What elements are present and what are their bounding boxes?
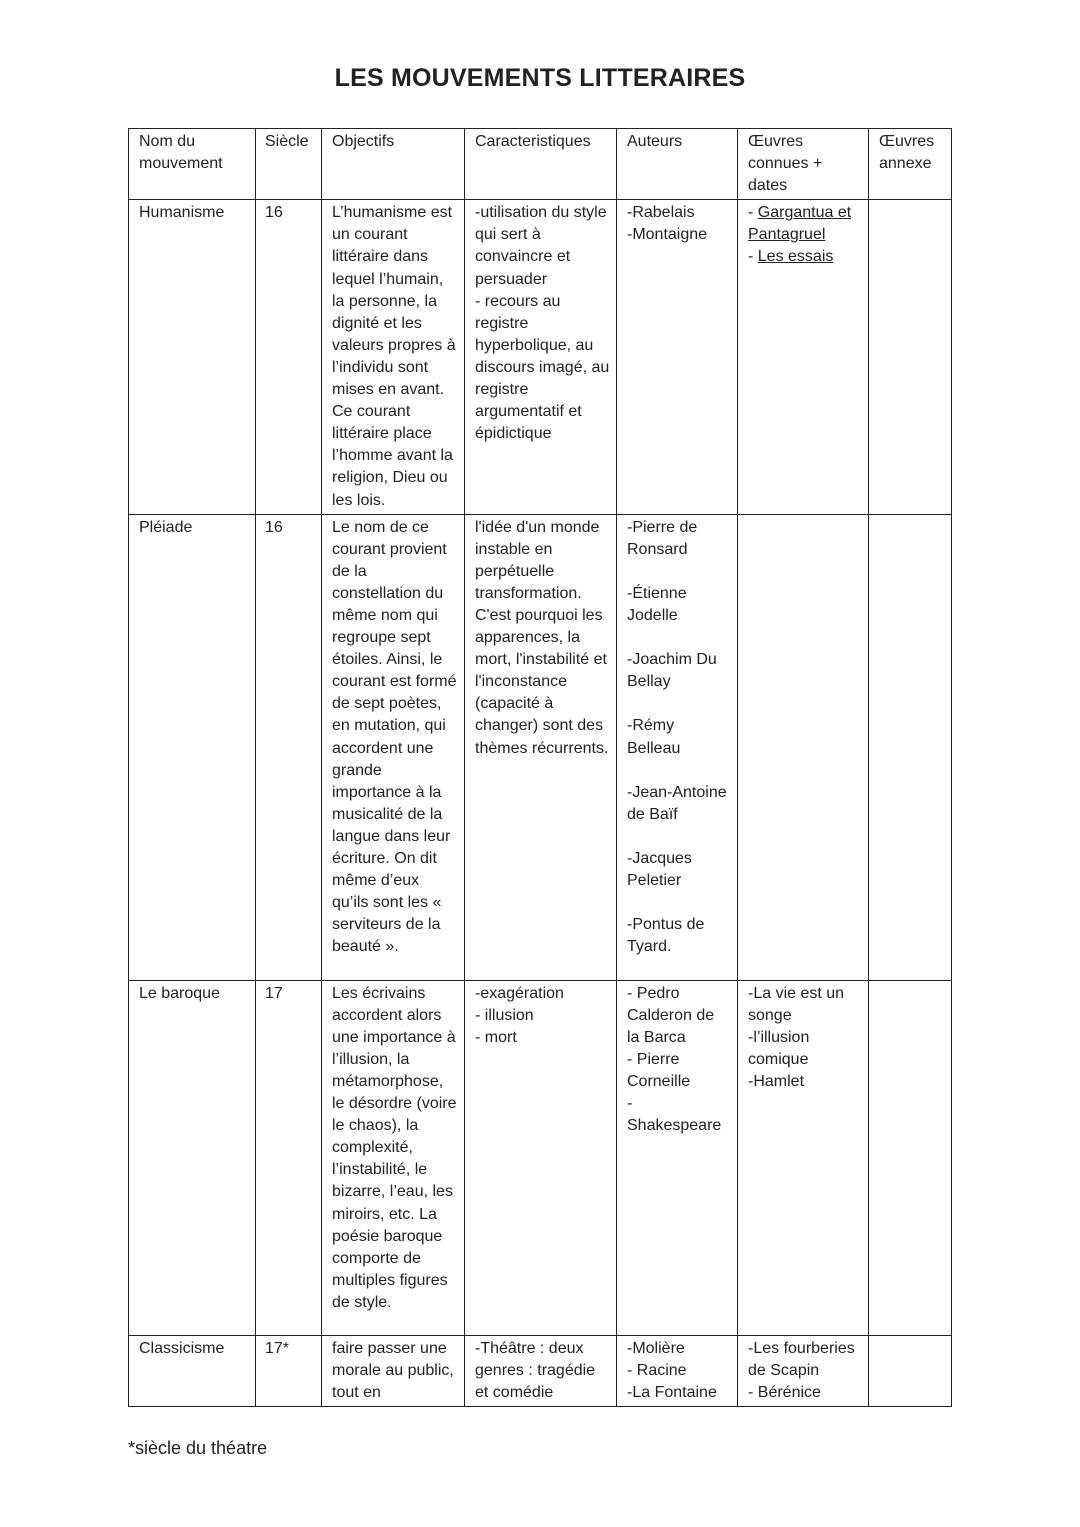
movement-characteristics: l'idée d'un monde instable en perpétuelle transformation. C'est pourquoi les apparences, la mort, l'instabilité et l'inconstance (capacité à changer) sont des thèmes récurrents. [465,514,617,980]
movement-annex [869,200,952,514]
work-title-link[interactable]: Les essais [757,248,834,266]
cell-line [627,627,731,649]
movement-authors [617,980,738,1335]
cell-line: - Pedro Calderon de la Barca [627,984,719,1046]
movement-works [738,514,869,980]
movement-authors [617,200,738,514]
cell-line: - recours au registre hyperbolique, au discours imagé, au registre argumentatif et épidictique [475,292,614,443]
cell-line: -La vie est un songe [748,984,849,1024]
cell-line: -Montaigne [627,226,708,244]
cell-line: - Shakespeare [627,1095,722,1135]
movement-name: Humanisme [129,200,256,514]
movement-century: 16 [256,514,322,980]
header-name: Nom du mouvement [129,129,256,200]
movement-works [738,1335,869,1406]
movements-table [128,128,952,1407]
cell-line: - illusion [475,1006,534,1024]
movement-name: Le baroque [129,980,256,1335]
movement-objectives: Les écrivains accordent alors une importance à l’illusion, la métamorphose, le désordre (voire le chaos), la complexité, l’instabilité, le bizarre, l’eau, les miroirs, etc. La poésie baroque comporte de multiples figures de style. [322,980,465,1335]
movement-objectives: L’humanisme est un courant littéraire dans lequel l’humain, la personne, la dignité et les valeurs propres à l’individu sont mises en avant. Ce courant littéraire place l’homme avant la religion, Dieu ou les lois. [322,200,465,514]
movement-century: 17* [256,1335,322,1406]
cell-line [627,561,731,583]
movement-name: Classicisme [129,1335,256,1406]
cell-line: -l’illusion comique [748,1028,814,1068]
cell-line: -Jean-Antoine de Baïf [627,783,732,823]
movement-characteristics [465,980,617,1335]
cell-line: -Les fourberies de Scapin [748,1339,860,1379]
table-row [129,980,952,1335]
work-item: - Gargantua et Pantagruel [748,204,852,244]
footnote: *siècle du théatre [128,1438,268,1458]
cell-line: -Étienne Jodelle [627,584,692,624]
cell-line: - Pierre Corneille [627,1050,691,1090]
movement-objectives: faire passer une morale au public, tout en [322,1335,465,1406]
table-row [129,514,952,980]
cell-line: -Hamlet [748,1072,805,1090]
movement-works [738,200,869,514]
header-characteristics: Caracteristiques [465,129,617,200]
work-item: - Les essais [748,248,834,266]
movement-characteristics [465,200,617,514]
cell-line: -Rémy Belleau [627,717,681,757]
movement-authors [617,514,738,980]
header-century: Siècle [256,129,322,200]
table-row [129,1335,952,1406]
cell-line: -Pierre de Ronsard [627,518,702,558]
movement-objectives: Le nom de ce courant provient de la constellation du même nom qui regroupe sept étoiles. Ainsi, le courant est formé de sept poètes, en mutation, qui accordent une grande importance à la musicalité de la langue dans leur écriture. On dit même d’eux qu’ils sont les « serviteurs de la beauté ». [322,514,465,980]
cell-line [627,760,731,782]
cell-line [627,892,731,914]
cell-line [627,826,731,848]
movement-authors [617,1335,738,1406]
cell-line: - Bérénice [748,1383,821,1401]
movement-annex [869,980,952,1335]
cell-line: -Joachim Du Bellay [627,651,722,691]
movement-century: 16 [256,200,322,514]
movement-century: 17 [256,980,322,1335]
header-objectives: Objectifs [322,129,465,200]
cell-line: -Molière [627,1339,685,1357]
cell-line [627,693,731,715]
work-title-link[interactable]: Gargantua et Pantagruel [748,204,852,244]
cell-line: - Racine [627,1361,687,1379]
header-row [129,129,952,200]
cell-line: -Rabelais [627,204,695,222]
movement-annex [869,514,952,980]
movement-annex [869,1335,952,1406]
cell-line: -exagération [475,984,564,1002]
header-authors: Auteurs [617,129,738,200]
cell-line: -utilisation du style qui sert à convaincre et persuader [475,204,612,288]
cell-line: -Jacques Peletier [627,850,697,890]
table-row [129,200,952,514]
cell-line: -Pontus de Tyard. [627,916,709,956]
movement-characteristics: -Théâtre : deux genres : tragédie et comédie [465,1335,617,1406]
header-annex: Œuvres annexe [869,129,952,200]
cell-line: -La Fontaine [627,1383,717,1401]
cell-line: - mort [475,1028,517,1046]
page-title: LES MOUVEMENTS LITTERAIRES [334,64,746,92]
header-works: Œuvres connues + dates [738,129,869,200]
movement-name: Pléiade [129,514,256,980]
movement-works [738,980,869,1335]
